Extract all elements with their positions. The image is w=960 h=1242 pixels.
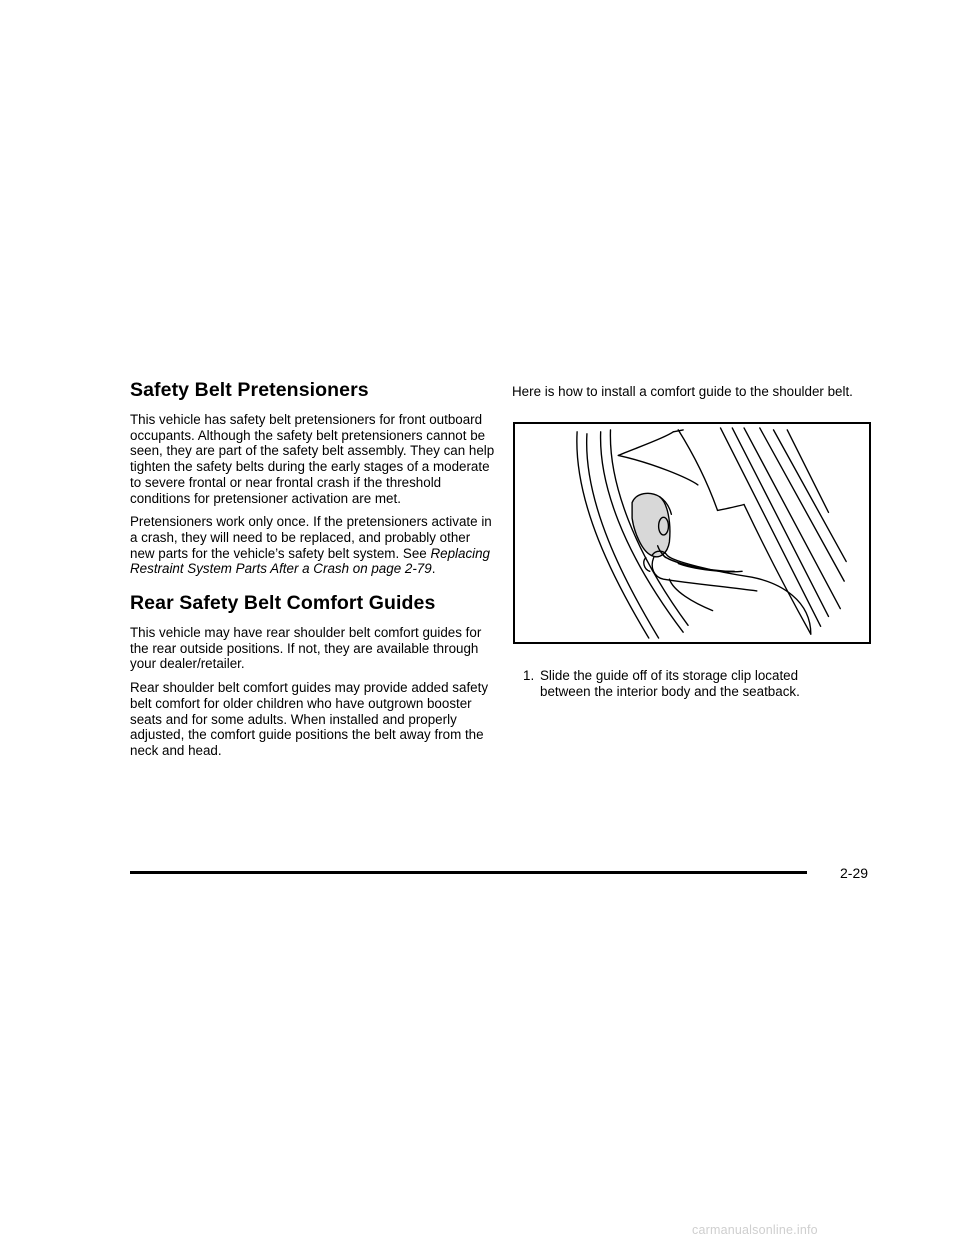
right-column [512, 384, 877, 408]
step-text-line2: between the interior body and the seatback. [540, 683, 800, 699]
paragraph-comfort-guides-availability: This vehicle may have rear shoulder belt comfort guides for the rear outside positions. If not, they are available through your dealer/retailer. [130, 625, 482, 672]
heading-safety-belt-pretensioners: Safety Belt Pretensioners [130, 379, 369, 401]
left-column [130, 378, 495, 767]
paragraph-comfort-guides-benefit: Rear shoulder belt comfort guides may provide added safety belt comfort for older children who have outgrown booster seats and for some adults. When installed and properly adjusted, the comfort guide positions the belt away from the neck and head. [130, 680, 489, 758]
cross-reference-link[interactable]: Replacing Restraint System Parts After a Crash on page 2-79 [130, 545, 491, 577]
watermark: carmanualsonline.info [692, 1223, 818, 1237]
paragraph-period: . [431, 561, 436, 577]
paragraph-text: Pretensioners work only once. If the pretensioners activate in a crash, they will need to be replaced, and probably other new parts for the vehicle’s safety belt system. See [130, 514, 492, 561]
step-text-line1: Slide the guide off of its storage clip located [540, 668, 799, 683]
comfort-guide-illustration [513, 422, 871, 644]
heading-rear-comfort-guides: Rear Safety Belt Comfort Guides [130, 592, 436, 615]
page-number: 2-29 [840, 865, 869, 881]
step-1 [523, 668, 868, 699]
illustration-svg [515, 424, 869, 642]
step-number: 1. [523, 668, 535, 683]
paragraph-pretensioners-once [130, 514, 495, 577]
footer-rule [130, 871, 807, 874]
paragraph-install-intro: Here is how to install a comfort guide to the shoulder belt. [512, 384, 853, 399]
paragraph-pretensioners-description: This vehicle has safety belt pretensioners for front outboard occupants. Although the safety belt pretensioners cannot be seen, they are part of the safety belt assembly. They can help tighten the safety belts during the early stages of a moderate to severe frontal or near frontal crash if the threshold conditions for pretensioner activation are met. [130, 412, 495, 506]
